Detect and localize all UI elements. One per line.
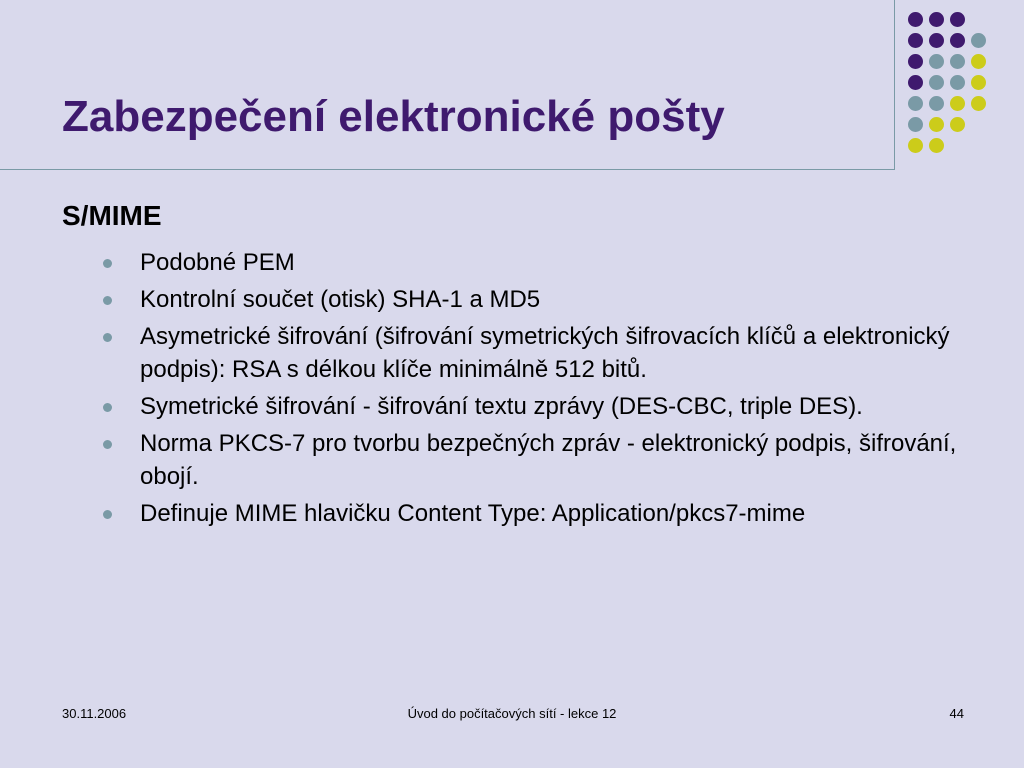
bullet-dot-icon	[103, 403, 112, 412]
bullet-list	[100, 246, 960, 534]
bullet-text: Kontrolní součet (otisk) SHA-1 a MD5	[140, 286, 541, 313]
decorative-dot	[908, 54, 923, 69]
decorative-dot	[929, 96, 944, 111]
decorative-dot	[929, 54, 944, 69]
decorative-dot	[950, 54, 965, 69]
decorative-dot	[971, 75, 986, 90]
decorative-dot	[929, 75, 944, 90]
bullet-item	[100, 427, 960, 493]
bullet-item	[100, 246, 960, 279]
decorative-dot	[929, 138, 944, 153]
bullet-text: Definuje MIME hlavičku Content Type: Application/pkcs7-mime	[140, 500, 806, 527]
decorative-dot	[950, 33, 965, 48]
decorative-dot	[908, 33, 923, 48]
footer-date: 30.11.2006	[62, 706, 127, 721]
bullet-dot-icon	[103, 296, 112, 305]
decorative-dot	[971, 33, 986, 48]
slide-title: Zabezpečení elektronické pošty	[62, 92, 725, 141]
decorative-dot	[908, 75, 923, 90]
decorative-dot	[950, 96, 965, 111]
decorative-dot	[971, 96, 986, 111]
bullet-item	[100, 390, 960, 423]
decorative-dot	[950, 75, 965, 90]
bullet-dot-icon	[103, 333, 112, 342]
decorative-dot	[908, 96, 923, 111]
footer-course-title: Úvod do počítačových sítí - lekce 12	[407, 706, 617, 721]
bullet-text: Symetrické šifrování - šifrování textu zprávy (DES-CBC, triple DES).	[140, 393, 863, 420]
decorative-dot	[971, 54, 986, 69]
bullet-item	[100, 283, 960, 316]
footer-page-number: 44	[949, 706, 964, 721]
decorative-dot	[908, 12, 923, 27]
bullet-dot-icon	[103, 440, 112, 449]
bullet-dot-icon	[103, 259, 112, 268]
decorative-dot	[929, 117, 944, 132]
decorative-dot	[929, 12, 944, 27]
bullet-dot-icon	[103, 510, 112, 519]
decorative-dot	[908, 117, 923, 132]
bullet-text: Asymetrické šifrování (šifrování symetrických šifrovacích klíčů a elektronický podpis): RSA s délkou klíče minimálně 512 bitů.	[140, 323, 950, 383]
vertical-divider-line	[894, 0, 895, 170]
section-heading: S/MIME	[62, 200, 162, 231]
bullet-text: Podobné PEM	[140, 249, 295, 276]
decorative-dot	[950, 117, 965, 132]
decorative-dot-grid	[908, 12, 1008, 152]
bullet-item	[100, 497, 960, 530]
bullet-text: Norma PKCS-7 pro tvorbu bezpečných zpráv - elektronický podpis, šifrování, obojí.	[140, 430, 957, 490]
horizontal-divider-line	[0, 169, 895, 170]
decorative-dot	[950, 12, 965, 27]
bullet-item	[100, 320, 960, 386]
decorative-dot	[908, 138, 923, 153]
decorative-dot	[929, 33, 944, 48]
